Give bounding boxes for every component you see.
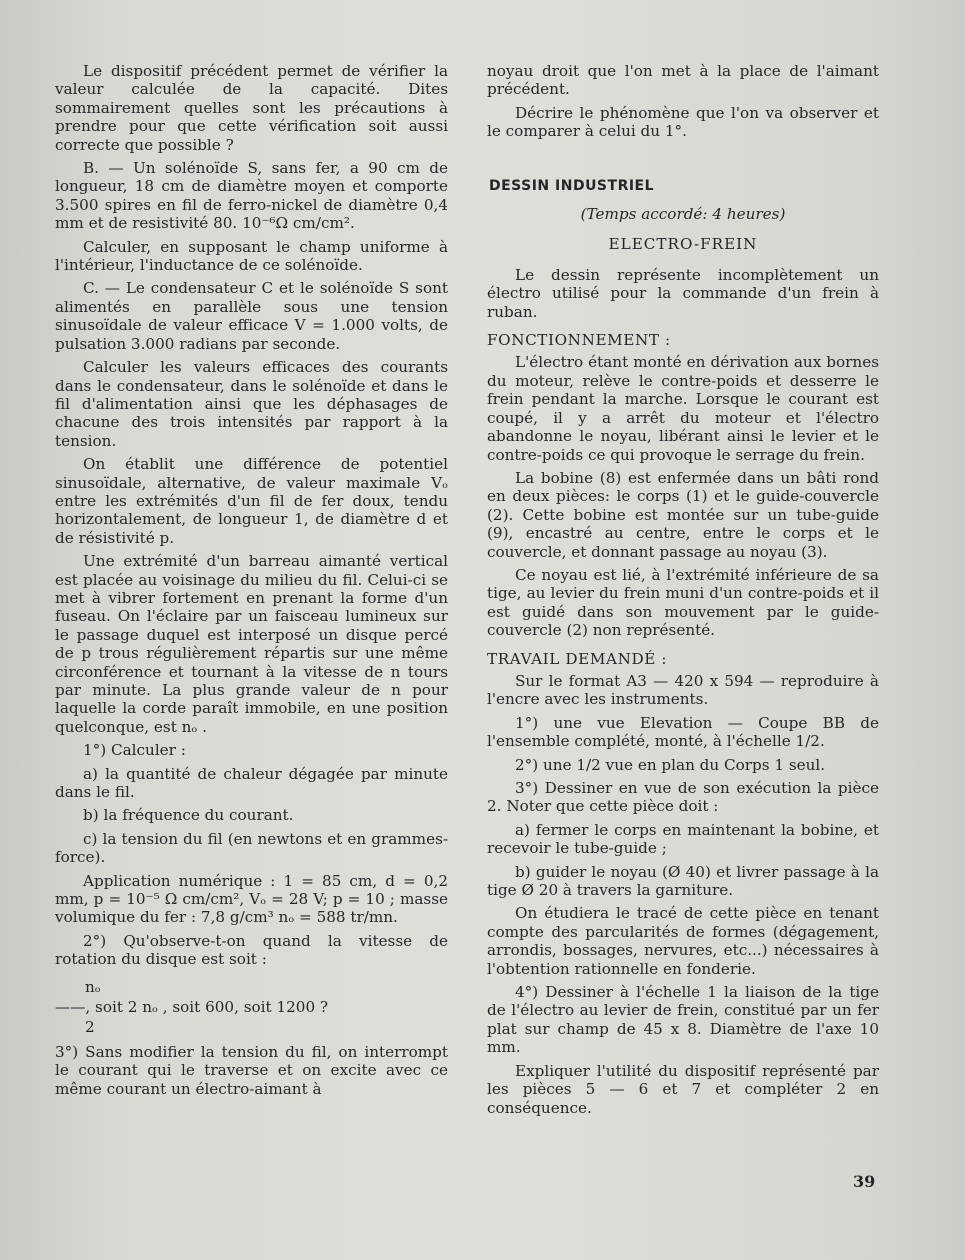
right-column <box>487 62 879 1122</box>
paragraph: La bobine (8) est enfermée dans un bâti rond en deux pièces: le corps (1) et le guide-couvercle (2). Cette bobine est montée sur un tube-guide (9), encastré au centre, entre le corps et le couvercle, et donnant passage au noyau (3). <box>487 468 879 561</box>
list-item: b) guider le noyau (Ø 40) et livrer passage à la tige Ø 20 à travers la garniture. <box>487 862 879 900</box>
subject-title: ELECTRO-FREIN <box>608 235 758 254</box>
fraction-expression <box>55 977 448 1037</box>
paragraph: B. — Un solénoïde S, sans fer, a 90 cm de longueur, 18 cm de diamètre moyen et comporte 3.500 spires en fil de ferro-nickel de diamètre 0,4 mm et de resistivité 80. 10⁻⁶Ω cm/cm². <box>55 159 448 233</box>
paragraph: 3°) Sans modifier la tension du fil, on interrompt le courant qui le traverse et on excite avec ce même courant un électro-aimant à <box>55 1042 448 1098</box>
paragraph: 2°) Qu'observe-t-on quand la vitesse de rotation du disque est soit : <box>55 931 448 969</box>
list-item: 1°) une vue Elevation — Coupe BB de l'ensemble complété, monté, à l'échelle 1/2. <box>487 713 879 751</box>
paragraph: Le dessin représente incomplètement un électro utilisé pour la commande d'un frein à ruban. <box>487 265 879 321</box>
numeric-application: Application numérique : 1 = 85 cm, d = 0,2 mm, p = 10⁻⁵ Ω cm/cm², Vₒ = 28 V; p = 10 ; masse volumique du fer : 7,8 g/cm³ nₒ = 588 tr/mn. <box>55 871 448 927</box>
paragraph: L'électro étant monté en dérivation aux bornes du moteur, relève le contre-poids et desserre le frein pendant la marche. Lorsque le courant est coupé, il y a arrêt du moteur et l'électro abandonne le noyau, libérant ainsi le levier et le contre-poids ce qui provoque le serrage du frein. <box>487 353 879 464</box>
list-item: 2°) une 1/2 vue en plan du Corps 1 seul. <box>515 755 826 774</box>
paragraph: Une extrémité d'un barreau aimanté vertical est placée au voisinage du milieu du fil. Celui-ci se met à vibrer fortement en prenant la forme d'un fuseau. On l'éclaire par un faisceau lumineux sur le passage duquel est interposé un disque percé de p trous régulièrement répartis sur une même circonférence et tournant à la vitesse de n tours par minute. La plus grande valeur de n pour laquelle la corde paraît immobile, en une position quelconque, est nₒ . <box>55 552 448 736</box>
fraction-numerator: nₒ <box>85 977 101 996</box>
list-item: b) la fréquence du courant. <box>83 806 294 825</box>
paragraph: Ce noyau est lié, à l'extrémité inférieure de sa tige, au levier du frein muni d'un contre-poids et il est guidé dans son mouvement par le guide-couvercle (2) non représenté. <box>487 565 879 640</box>
paragraph: Le dispositif précédent permet de vérifier la valeur calculée de la capacité. Dites sommairement quelles sont les précautions à prendre pour que cette vérification soit aussi correcte que possible ? <box>55 62 448 154</box>
list-item: a) fermer le corps en maintenant la bobine, et recevoir le tube-guide ; <box>487 820 879 858</box>
paragraph: Calculer, en supposant le champ uniforme à l'intérieur, l'inductance de ce solénoïde. <box>55 237 448 275</box>
paragraph: On étudiera le tracé de cette pièce en tenant compte des parcularités de formes (dégagement, arrondis, bossages, nervures, etc...) nécessaires à l'obtention rationnelle en fonderie. <box>487 904 879 978</box>
question-heading: 1°) Calculer : <box>83 741 186 760</box>
list-item: c) la tension du fil (en newtons et en grammes-force). <box>55 829 448 867</box>
paragraph: noyau droit que l'on met à la place de l'aimant précédent. <box>487 62 879 99</box>
paragraph: C. — Le condensateur C et le solénoïde S sont alimentés en parallèle sous une tension sinusoïdale de valeur efficace V = 1.000 volts, de pulsation 3.000 radians par seconde. <box>55 279 448 353</box>
list-item: 4°) Dessiner à l'échelle 1 la liaison de la tige de l'électro au levier de frein, constitué par un fer plat sur champ de 45 x 8. Diamètre de l'axe 10 mm. <box>487 983 879 1057</box>
subheading-fonctionnement: FONCTIONNEMENT : <box>487 331 671 350</box>
page-number: 39 <box>853 1172 876 1191</box>
paragraph: On établit une différence de potentiel sinusoïdale, alternative, de valeur maximale Vₒ entre les extrémités d'un fil de fer doux, tendu horizontalement, de longueur 1, de diamètre d et de résistivité p. <box>55 455 448 547</box>
subheading-travail: TRAVAIL DEMANDÉ : <box>487 649 668 668</box>
fraction-denominator: 2 <box>85 1017 95 1036</box>
list-item: 3°) Dessiner en vue de son exécution la pièce 2. Noter que cette pièce doit : <box>487 779 879 816</box>
left-column <box>55 62 448 1103</box>
paragraph: Calculer les valeurs efficaces des courants dans le condensateur, dans le solénoïde et dans le fil d'alimentation ainsi que les déphasages de chacune des trois intensités par rapport à la tension. <box>55 358 448 450</box>
list-item: a) la quantité de chaleur dégagée par minute dans le fil. <box>55 764 448 802</box>
fraction-line: ——, soit 2 nₒ , soit 600, soit 1200 ? <box>55 997 329 1016</box>
time-allotted: (Temps accordé: 4 heures) <box>580 205 786 224</box>
paragraph: Expliquer l'utilité du dispositif représenté par les pièces 5 — 6 et 7 et compléter 2 en conséquence. <box>487 1061 879 1117</box>
section-heading: DESSIN INDUSTRIEL <box>489 177 655 194</box>
paragraph: Décrire le phénomène que l'on va observer et le comparer à celui du 1°. <box>487 103 879 141</box>
paragraph: Sur le format A3 — 420 x 594 — reproduire à l'encre avec les instruments. <box>487 671 879 709</box>
